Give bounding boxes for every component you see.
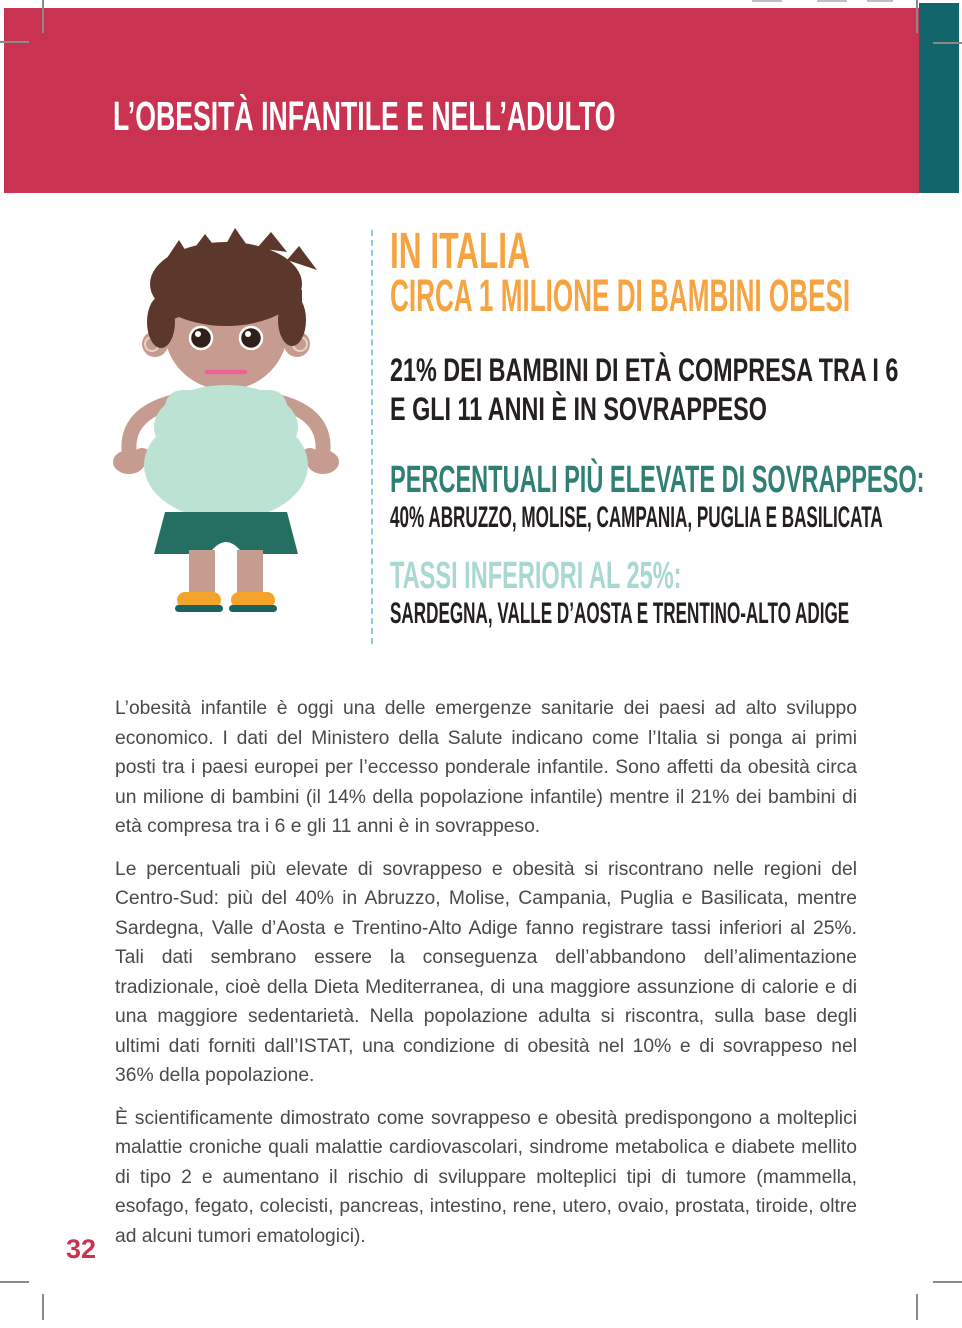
stat-highest-rates-label: PERCENTUALI PIÙ ELEVATE DI SOVRAPPESO: (390, 459, 925, 501)
stat-lowest-rates-label: TASSI INFERIORI AL 25%: (390, 555, 682, 597)
crop-mark-top-left-v (42, 0, 44, 33)
infographic-heading-line1: IN ITALIA (390, 222, 530, 279)
stat-overweight-children: 21% DEI BAMBINI DI ETÀ COMPRESA TRA I 6 E GLI 11 ANNI È IN SOVRAPPESO (390, 352, 899, 427)
page-title: L’OBESITÀ INFANTILE E NELL’ADULTO (113, 93, 616, 139)
registration-tick (817, 0, 847, 2)
crop-mark-top-right-v (916, 0, 918, 33)
stat-highest-rates-value: 40% ABRUZZO, MOLISE, CAMPANIA, PUGLIA E BASILICATA (390, 501, 883, 534)
registration-tick (867, 0, 893, 2)
crop-mark-bottom-right-h (933, 1281, 962, 1283)
paragraph-3: È scientificamente dimostrato come sovrappeso e obesità predispongono a molteplici malattie croniche quali malattie cardiovascolari, sindrome metabolica e diabete mellito di tipo 2 e aumentano il rischio di sviluppare molteplici tipi di tumore (mammella, esofago, fegato, colecisti, pancreas, intestino, rene, utero, ovaio, prostata, tiroide, oltre ad alcuni tumori ematologici). (115, 1107, 857, 1247)
crop-mark-bottom-left-v (42, 1294, 44, 1320)
registration-tick (752, 0, 782, 2)
crop-mark-bottom-right-v (916, 1294, 918, 1320)
obese-child-illustration (85, 222, 365, 637)
dashed-divider (371, 230, 373, 644)
crop-mark-bottom-left-h (0, 1281, 29, 1283)
page-number: 32 (66, 1234, 97, 1264)
paragraph-2: Le percentuali più elevate di sovrappeso e obesità si riscontrano nelle regioni del Centro-Sud: più del 40% in Abruzzo, Molise, Campania, Puglia e Basilicata, mentre Sardegna, Valle d’Aosta e Trentino-Alto Adige fanno registrare tassi inferiori al 25%. Tali dati sembrano essere la conseguenza dell’abbandono dell’alimentazione tradizionale, cioè della Dieta Mediterranea, di una maggiore assunzione di calorie e di una maggiore sedentarietà. Nella popolazione adulta si riscontra, sulla base degli ultimi dati forniti dall’ISTAT, una condizione di obesità nel 10% e di sovrappeso nel 36% della popolazione. (115, 858, 857, 1086)
paragraph-1: L’obesità infantile è oggi una delle emergenze sanitarie dei paesi ad alto sviluppo economico. I dati del Ministero della Salute indicano come l’Italia si ponga ai primi posti tra i paesi europei per l’eccesso ponderale infantile. Sono affetti da obesità circa un milione di bambini (il 14% della popolazione infantile) mentre il 21% dei bambini di età compresa tra i 6 e gli 11 anni è in sovrappeso. (115, 698, 857, 837)
shoes (175, 592, 277, 612)
crop-mark-top-right-h (933, 42, 962, 44)
infographic-heading-line2: CIRCA 1 MILIONE DI BAMBINI OBESI (390, 270, 851, 321)
side-teal-bar (919, 3, 959, 193)
body-copy (115, 694, 857, 1264)
crop-mark-top-left-h (0, 41, 29, 43)
shorts (154, 512, 298, 554)
shirt (144, 385, 308, 520)
stat-lowest-rates-value: SARDEGNA, VALLE D’AOSTA E TRENTINO-ALTO ADIGE (390, 597, 850, 630)
